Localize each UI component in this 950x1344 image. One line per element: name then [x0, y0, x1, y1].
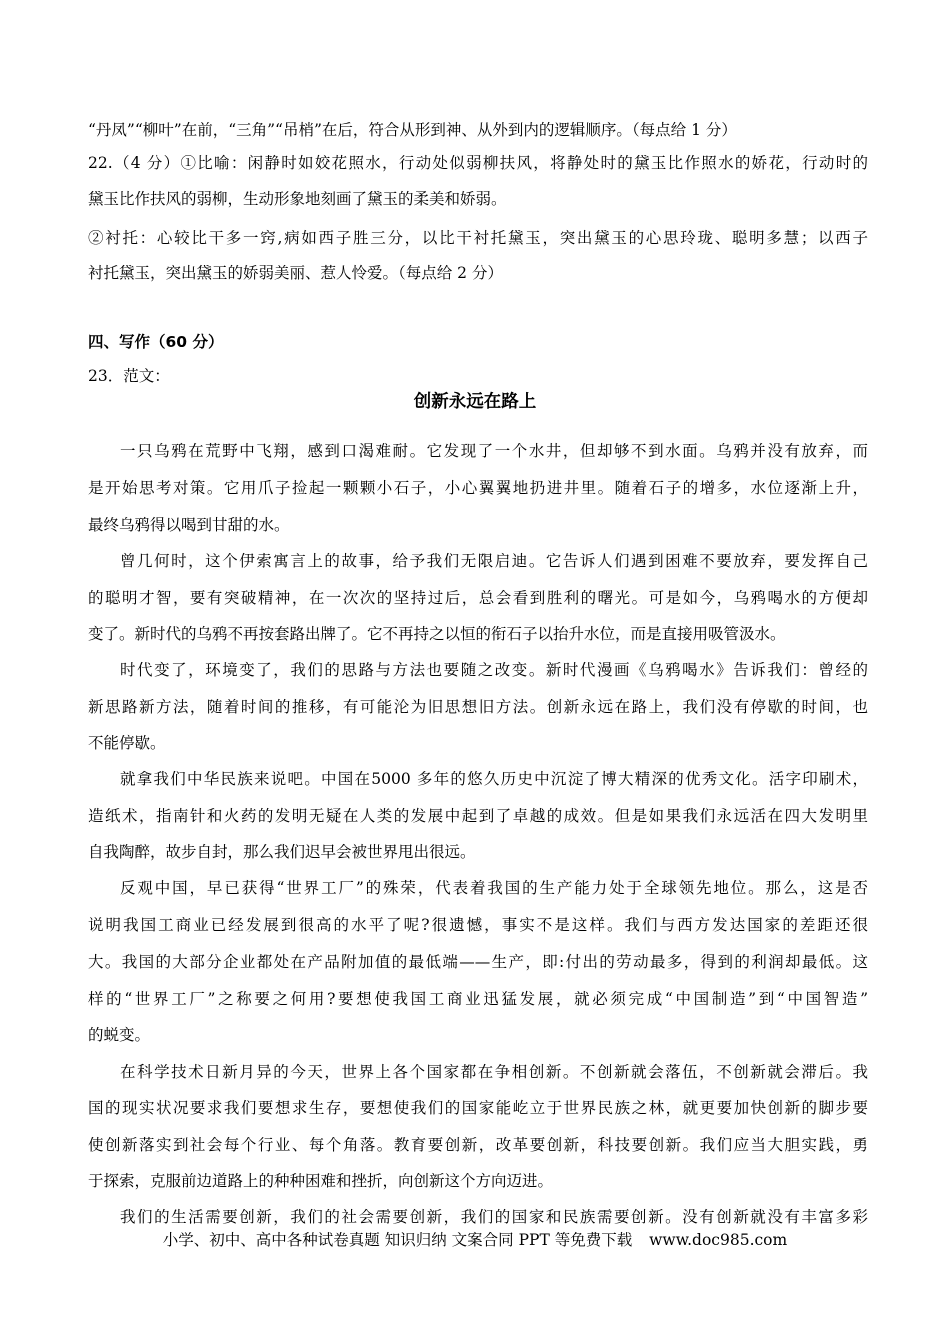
essay-p5-line: 大。我国的大部分企业都处在产品附加值的最低端——生产，即:付出的劳动最多，得到的利润却最低。这 [88, 953, 868, 971]
essay-p2-line: 的聪明才智，要有突破精神，在一次次的坚持过后，总会看到胜利的曙光。可是如今，乌鸦喝水的方便却 [88, 589, 868, 607]
essay-p7-line: 我们的生活需要创新，我们的社会需要创新，我们的国家和民族需要创新。没有创新就没有丰富多彩 [120, 1208, 868, 1226]
essay-p6-line: 使创新落实到社会每个行业、每个角落。教育要创新，改革要创新，科技要创新。我们应当大胆实践，勇 [88, 1136, 868, 1154]
section-heading-writing: 四、写作（60 分） [88, 333, 224, 351]
essay-p4-line: 就拿我们中华民族来说吧。中国在5000 多年的悠久历史中沉淀了博大精深的优秀文化。活字印刷术， [120, 770, 868, 788]
essay-p5-line: 反观中国，早已获得“世界工厂”的殊荣，代表着我国的生产能力处于全球领先地位。那么，这是否 [120, 879, 868, 897]
q21-answer-tail: “丹凤”“柳叶”在前，“三角”“吊梢”在后，符合从形到神、从外到内的逻辑顺序。（每点给 1 分） [88, 121, 737, 139]
essay-p4-line: 造纸术，指南针和火药的发明无疑在人类的发展中起到了卓越的成效。但是如果我们永远活在四大发明里 [88, 807, 868, 825]
essay-p6-line: 在科学技术日新月异的今天，世界上各个国家都在争相创新。不创新就会落伍，不创新就会滞后。我 [120, 1063, 868, 1081]
essay-p2-line: 曾几何时，这个伊索寓言上的故事，给予我们无限启迪。它告诉人们遇到困难不要放弃，要发挥自己 [120, 552, 868, 570]
footer-url[interactable]: www.doc985.com [649, 1231, 788, 1249]
essay-p1-line: 一只乌鸦在荒野中飞翔，感到口渴难耐。它发现了一个水井，但却够不到水面。乌鸦并没有放弃，而 [120, 442, 868, 460]
essay-p3-line: 新思路新方法，随着时间的推移，有可能沦为旧思想旧方法。创新永远在路上，我们没有停歇的时间，也 [88, 698, 868, 716]
essay-p5-line: 说明我国工商业已经发展到很高的水平了呢?很遗憾，事实不是这样。我们与西方发达国家的差距还很 [88, 916, 868, 934]
essay-title: 创新永远在路上 [413, 392, 537, 412]
essay-p5-line: 样的“世界工厂”之称要之何用?要想使我国工商业迅猛发展，就必须完成“中国制造”到“中国智造” [88, 990, 868, 1008]
essay-p6-line: 国的现实状况要求我们要想求生存，要想使我们的国家能屹立于世界民族之林，就更要加快创新的脚步要 [88, 1099, 868, 1117]
q22-answer-line-1: 22.（4 分）①比喻：闲静时如姣花照水，行动处似弱柳扶风，将静处时的黛玉比作照水的娇花，行动时的 [88, 154, 868, 172]
essay-p3-line: 时代变了，环境变了，我们的思路与方法也要随之改变。新时代漫画《乌鸦喝水》告诉我们：曾经的 [120, 661, 868, 679]
essay-p2-line: 变了。新时代的乌鸦不再按套路出牌了。它不再持之以恒的衔石子以抬升水位，而是直接用吸管汲水。 [88, 625, 786, 643]
q22-answer-line-2: 黛玉比作扶风的弱柳，生动形象地刻画了黛玉的柔美和娇弱。 [88, 190, 507, 208]
essay-p1-line: 是开始思考对策。它用爪子捡起一颗颗小石子，小心翼翼地扔进井里。随着石子的增多，水位逐渐上升， [88, 479, 868, 497]
essay-p3-line: 不能停歇。 [88, 734, 166, 752]
q22-answer-line-3: ②衬托：心较比干多一窍,病如西子胜三分，以比干衬托黛玉，突出黛玉的心思玲珑、聪明多慧；以西子 [88, 229, 868, 247]
page-footer [0, 1229, 950, 1251]
item-label-23: 23．范文： [88, 367, 170, 385]
essay-p1-line: 最终乌鸦得以喝到甘甜的水。 [88, 516, 290, 534]
q22-answer-line-4: 衬托黛玉，突出黛玉的娇弱美丽、惹人怜爱。（每点给 2 分） [88, 264, 503, 282]
essay-p6-line: 于探索，克服前边道路上的种种困难和挫折，向创新这个方向迈进。 [88, 1172, 554, 1190]
essay-p5-line: 的蜕变。 [88, 1026, 151, 1044]
footer-text: 小学、初中、高中各种试卷真题 知识归纳 文案合同 PPT 等免费下载 [162, 1231, 633, 1249]
essay-p4-line: 自我陶醉，故步自封，那么我们迟早会被世界甩出很远。 [88, 843, 476, 861]
